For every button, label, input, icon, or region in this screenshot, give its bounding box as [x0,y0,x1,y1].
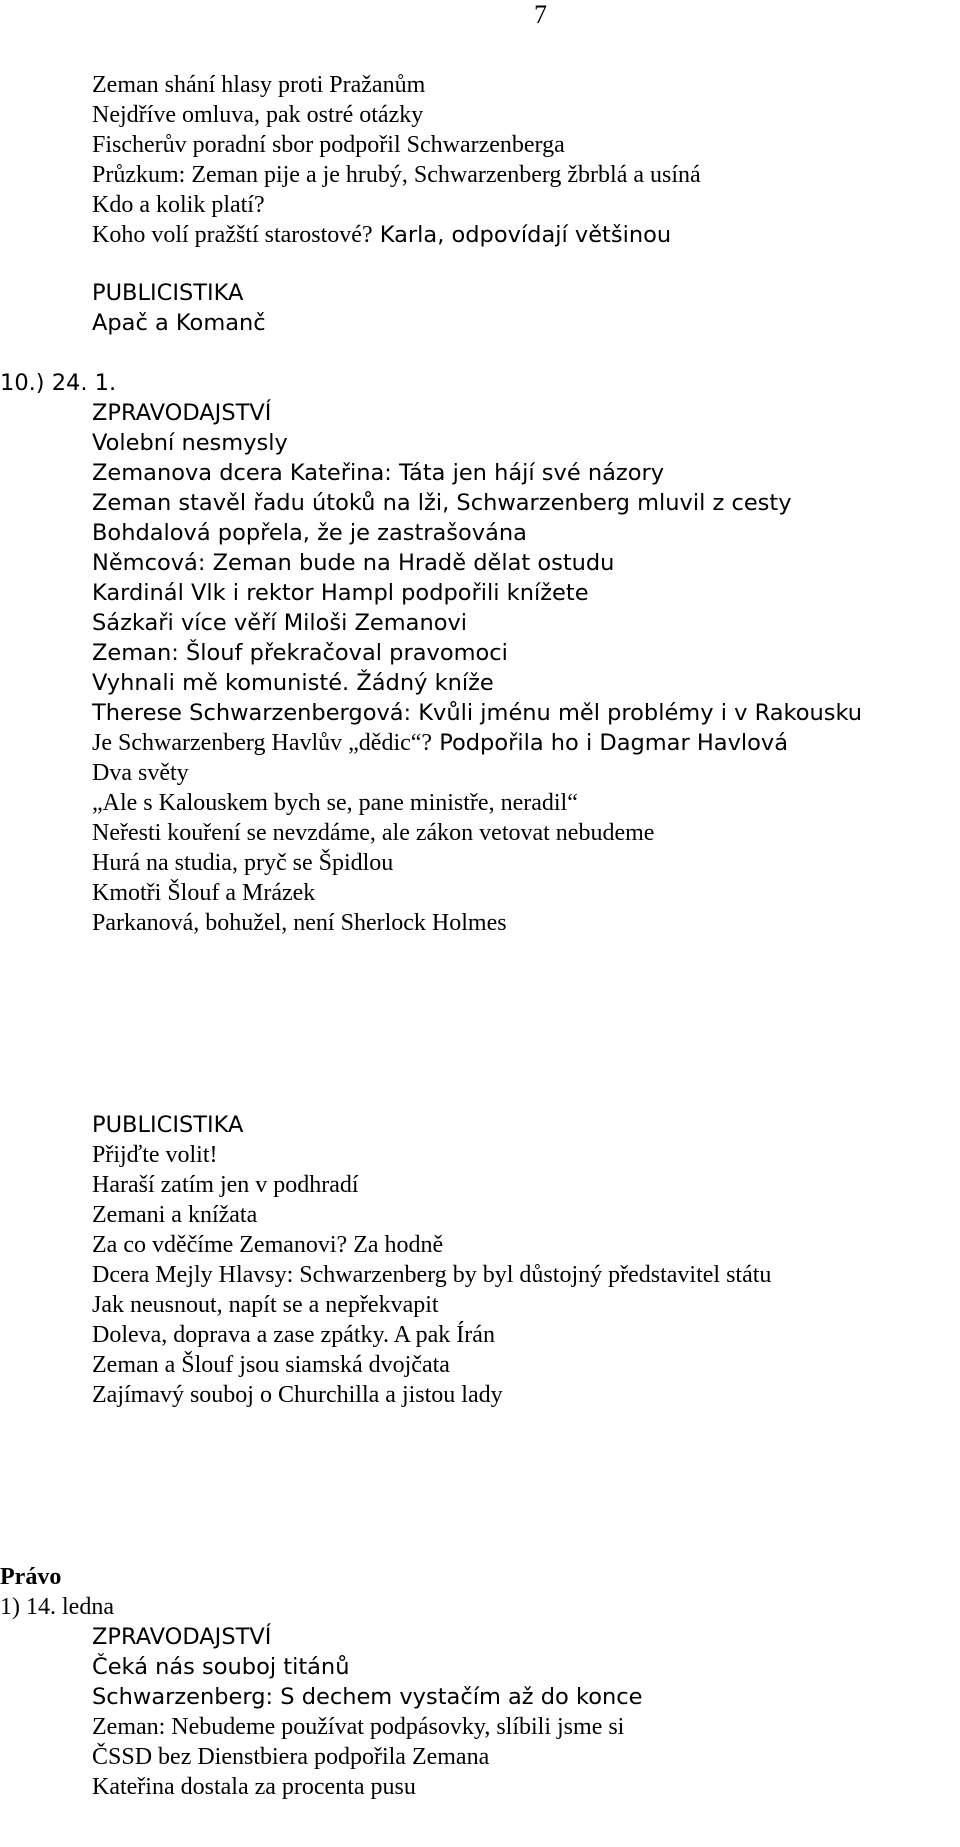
headline-mixed [0,220,960,250]
headline: Přijďte volit! [92,1142,218,1168]
headline: Kateřina dostala za procenta pusu [92,1774,416,1800]
headline: Zeman: Šlouf překračoval pravomoci [92,640,508,666]
headline: Bohdalová popřela, že je zastrašována [92,520,527,546]
newspaper-title: Právo [0,1564,62,1590]
headline: Zeman stavěl řadu útoků na lži, Schwarzenberg mluvil z cesty [92,490,792,516]
headline: Volební nesmysly [92,430,288,456]
headline: Zemani a knížata [92,1202,258,1228]
headline-part: Podpořila ho i Dagmar Havlová [432,730,789,756]
section-zpravodajstvi-2 [0,398,960,938]
headline: Doleva, doprava a zase zpátky. A pak Írán [92,1322,495,1348]
headline-part: Koho volí pražští starostové? [92,222,373,248]
category-heading: PUBLICISTIKA [92,1112,244,1138]
headline: „Ale s Kalouskem bych se, pane ministře, neradil“ [92,790,578,816]
headline-mixed [0,728,960,758]
headline: Němcová: Zeman bude na Hradě dělat ostudu [92,550,615,576]
section-publicistika-2 [0,1110,960,1410]
headline: Dcera Mejly Hlavsy: Schwarzenberg by byl důstojný představitel státu [92,1262,772,1288]
category-heading: PUBLICISTIKA [92,280,244,306]
headline: Kdo a kolik platí? [92,192,265,218]
headline: Za co vděčíme Zemanovi? Za hodně [92,1232,444,1258]
headline: Dva světy [92,760,189,786]
section-date-2 [0,368,960,398]
headline: Průzkum: Zeman pije a je hrubý, Schwarzenberg žbrblá a usíná [92,162,701,188]
headline: Kardinál Vlk i rektor Hampl podpořili knížete [92,580,589,606]
headline: Zemanova dcera Kateřina: Táta jen hájí své názory [92,460,665,486]
headline: Kmotři Šlouf a Mrázek [92,880,316,906]
headline: Jak neusnout, napít se a nepřekvapit [92,1292,439,1318]
category-heading: ZPRAVODAJSTVÍ [92,1624,272,1650]
headline: ČSSD bez Dienstbiera podpořila Zemana [92,1744,490,1770]
headline: Čeká nás souboj titánů [92,1654,350,1680]
issue-date: 10.) 24. 1. [0,370,117,396]
headline: Apač a Komanč [92,310,266,336]
page-number: 7 [534,0,547,29]
section-headlines-1 [0,70,960,250]
headline: Haraší zatím jen v podhradí [92,1172,359,1198]
headline: Schwarzenberg: S dechem vystačím až do konce [92,1684,643,1710]
headline-part: Karla, odpovídají většinou [372,222,672,248]
headline: Fischerův poradní sbor podpořil Schwarzenberga [92,132,565,158]
headline: Zeman a Šlouf jsou siamská dvojčata [92,1352,450,1378]
section-pravo [0,1562,960,1802]
category-heading: ZPRAVODAJSTVÍ [92,400,272,426]
section-publicistika-1 [0,278,960,338]
issue-date: 1) 14. ledna [0,1594,114,1620]
headline: Zajímavý souboj o Churchilla a jistou lady [92,1382,503,1408]
headline: Zeman: Nebudeme používat podpásovky, slíbili jsme si [92,1714,625,1740]
headline: Parkanová, bohužel, není Sherlock Holmes [92,910,507,936]
headline: Vyhnali mě komunisté. Žádný kníže [92,670,494,696]
headline: Hurá na studia, pryč se Špidlou [92,850,394,876]
headline: Zeman shání hlasy proti Pražanům [92,72,426,98]
headline: Therese Schwarzenbergová: Kvůli jménu měl problémy i v Rakousku [92,700,863,726]
headline-part: Je Schwarzenberg Havlův „dědic“? [92,730,433,756]
headline: Nejdříve omluva, pak ostré otázky [92,102,424,128]
headline: Neřesti kouření se nevzdáme, ale zákon vetovat nebudeme [92,820,655,846]
headline: Sázkaři více věří Miloši Zemanovi [92,610,468,636]
